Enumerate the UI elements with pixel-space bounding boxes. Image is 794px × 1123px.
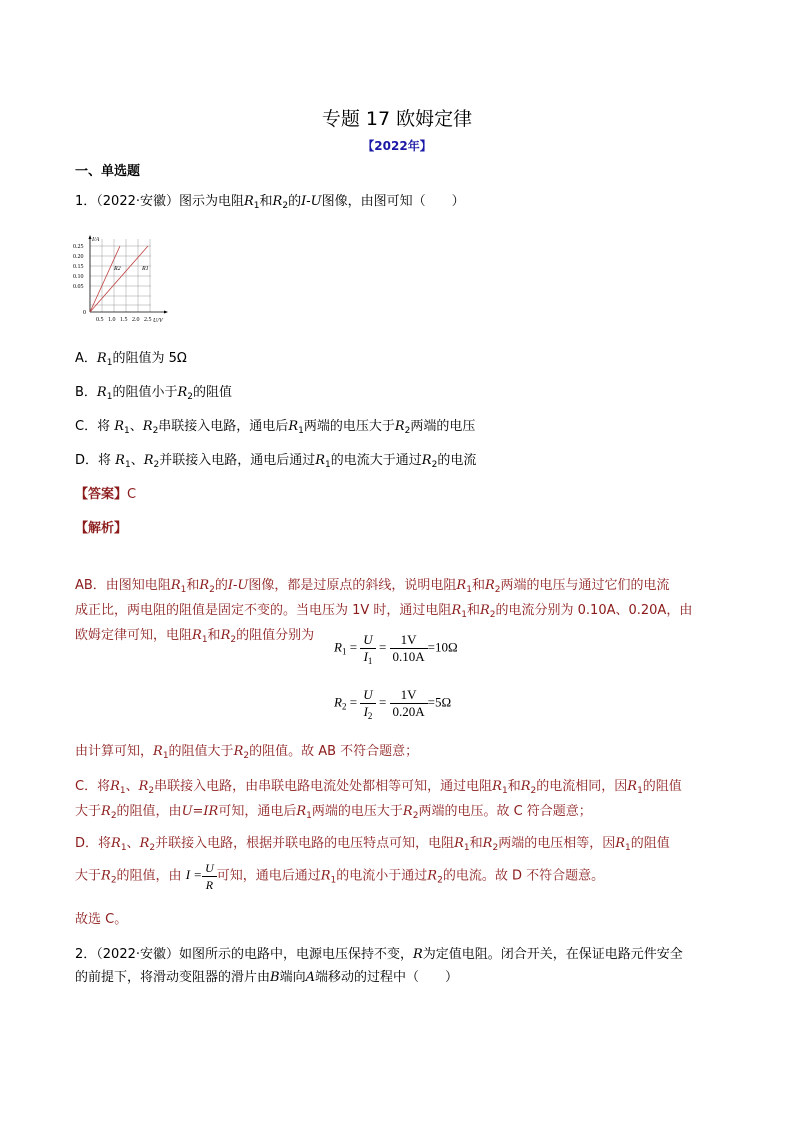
y-tick: 0.25 [73,244,84,250]
analysis-line-8: 大于$R_2$的阻值，由 I = $\frac{U}{R}$ 可知，通电后通过$R_1$的电流小于通过$R_2$的电流。故 D 不符合题意。 [75,861,605,892]
analysis-conclusion: 故选 C。 [75,912,128,927]
r1-label: R1 [142,266,149,272]
option-d: D．将 $R_1$、$R_2$并联接入电路，通电后通过$R_1$的电流大于通过$R_2$的电流 [75,453,477,470]
section-heading: 一、单选题 [75,164,141,179]
analysis-label: 【解析】 [75,521,128,536]
r2-label: R2 [114,266,121,272]
question-1-stem: 1．（2022·安徽）图示为电阻$R_1$和$R_2$的I-U图像，由图可知（ ） [75,194,465,211]
y-tick: 0.10 [73,274,84,280]
question-2-line-2: 的前提下，将滑动变阻器的滑片由B端向A端移动的过程中（ ） [75,970,458,985]
answer: 【答案】C [75,487,137,502]
y-tick: 0.15 [73,264,84,270]
analysis-line-5: C．将$R_1$、$R_2$串联接入电路，由串联电路电流处处都相等可知，通过电阻$R_1$和$R_2$的电流相同，因$R_1$的阻值 [75,779,682,796]
formula-r2: $R_2$ = $\frac{U}{I_2}$ = $\frac{1V}{0.20A}$ =5Ω [334,687,452,721]
analysis-line-7: D．将$R_1$、$R_2$并联接入电路，根据并联电路的电压特点可知，电阻$R_1$和$R_2$两端的电压相等，因$R_1$的阻值 [75,836,670,853]
analysis-line-4: 由计算可知，$R_1$的阻值大于$R_2$的阻值。故 AB 不符合题意； [75,744,419,761]
analysis-line-2: 成正比，两电阻的阻值是固定不变的。当电压为 1V 时，通过电阻$R_1$和$R_2$的电流分别为 0.10A、0.20A，由 [75,603,693,620]
x-tick: 1.0 [108,317,116,323]
option-a: A．$R_1$的阻值为 5Ω [75,351,187,368]
page-title: 专题 17 欧姆定律 [321,108,473,130]
question-2-line-1: 2．（2022·安徽）如图所示的电路中，电源电压保持不变，R为定值电阻。闭合开关，在保证电路元件安全 [75,947,683,962]
x-tick: 2.0 [132,317,140,323]
year-tag: 【2022年】 [362,139,432,153]
y-axis-label: I/A [92,237,100,243]
analysis-line-6: 大于$R_2$的阻值，由U=IR可知，通电后$R_1$两端的电压大于$R_2$两端的电压。故 C 符合题意； [75,804,592,821]
analysis-line-3: 欧姆定律可知，电阻$R_1$和$R_2$的阻值分别为 [75,628,315,645]
formula-r1: $R_1$ = $\frac{U}{I_1}$ = $\frac{1V}{0.10A}$ =10Ω [334,632,458,666]
option-b: B．$R_1$的阻值小于$R_2$的阻值 [75,385,233,402]
y-tick: 0 [83,310,86,316]
analysis-line-1: AB．由图知电阻$R_1$和$R_2$的I-U图像，都是过原点的斜线，说明电阻$R_1$和$R_2$两端的电压与通过它们的电流 [75,578,670,595]
x-tick: 2.5 [144,317,152,323]
option-c: C．将 $R_1$、$R_2$串联接入电路，通电后$R_1$两端的电压大于$R_2$两端的电压 [75,419,476,436]
x-tick: 1.5 [120,317,128,323]
iu-graph [70,233,180,325]
y-tick: 0.20 [73,254,84,260]
y-tick: 0.05 [73,284,84,290]
x-tick: 0.5 [96,317,104,323]
x-axis-label: U/V [153,318,163,324]
